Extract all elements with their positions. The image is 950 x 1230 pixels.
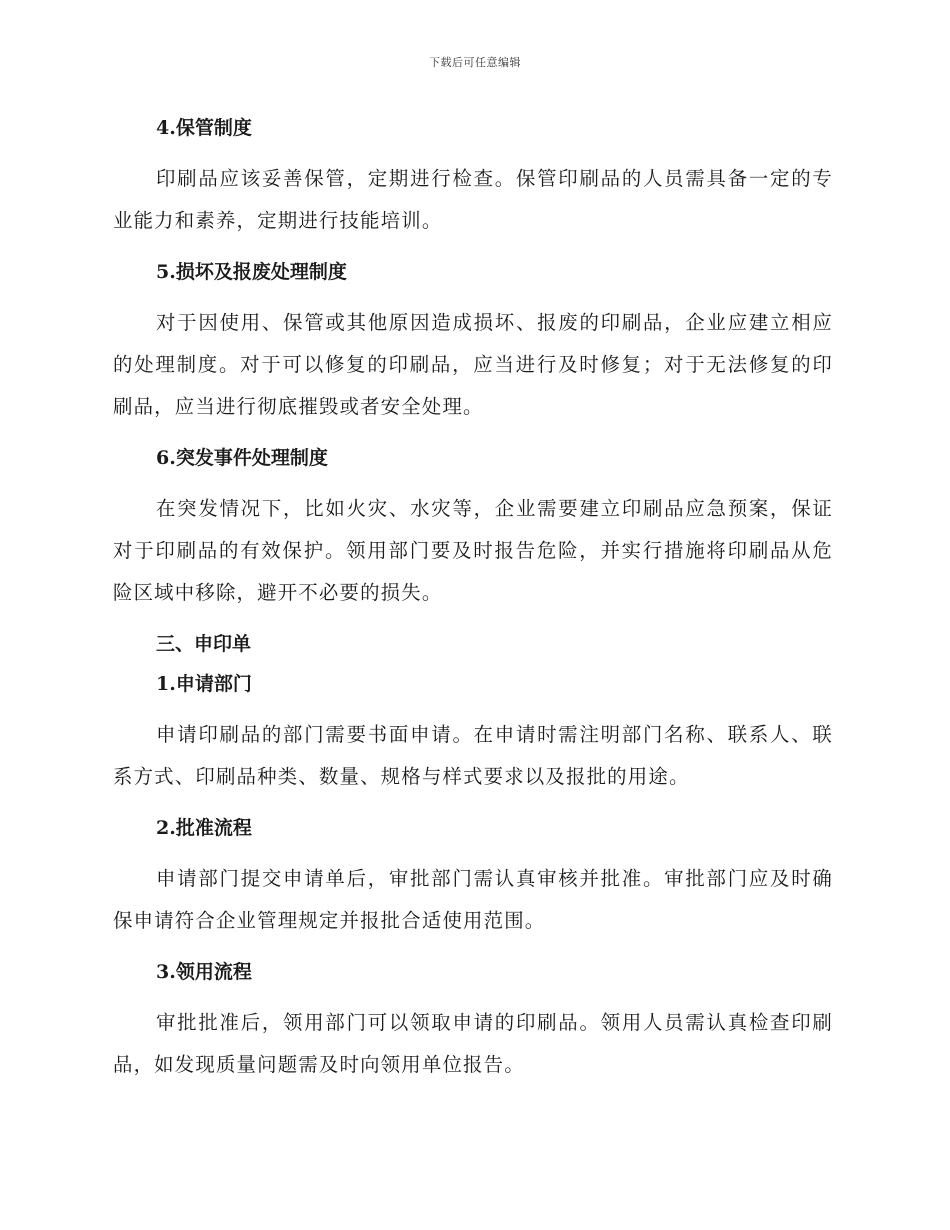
chapter-heading-print-request: 三、申印单 — [156, 633, 252, 655]
section-heading-damage-disposal: 5.损坏及报废处理制度 — [156, 261, 347, 283]
paragraph-collection-process: 审批批准后，领用部门可以领取申请的印刷品。领用人员需认真检查印刷品，如发现质量问题需及时向领用单位报告。 — [113, 1011, 833, 1076]
paragraph-storage: 印刷品应该妥善保管，定期进行检查。保管印刷品的人员需具备一定的专业能力和素养，定期进行技能培训。 — [113, 167, 833, 232]
section-heading-storage: 4.保管制度 — [156, 117, 252, 139]
paragraph-emergency: 在突发情况下，比如火灾、水灾等，企业需要建立印刷品应急预案，保证对于印刷品的有效保护。领用部门要及时报告危险，并实行措施将印刷品从危险区域中移除，避开不必要的损失。 — [113, 497, 833, 604]
document-body — [113, 108, 833, 1096]
section-heading-approval-process: 2.批准流程 — [156, 817, 252, 839]
paragraph-approval-process: 申请部门提交申请单后，审批部门需认真审核并批准。审批部门应及时确保申请符合企业管理规定并报批合适使用范围。 — [113, 867, 833, 932]
paragraph-damage-disposal: 对于因使用、保管或其他原因造成损坏、报废的印刷品，企业应建立相应的处理制度。对于可以修复的印刷品，应当进行及时修复；对于无法修复的印刷品，应当进行彻底摧毁或者安全处理。 — [113, 311, 833, 418]
page-header: 下载后可任意编辑 — [429, 56, 521, 69]
section-heading-applicant-department: 1.申请部门 — [156, 673, 252, 695]
section-heading-emergency: 6.突发事件处理制度 — [156, 447, 328, 469]
section-heading-collection-process: 3.领用流程 — [156, 961, 252, 983]
paragraph-applicant-department: 申请印刷品的部门需要书面申请。在申请时需注明部门名称、联系人、联系方式、印刷品种类、数量、规格与样式要求以及报批的用途。 — [113, 723, 833, 788]
